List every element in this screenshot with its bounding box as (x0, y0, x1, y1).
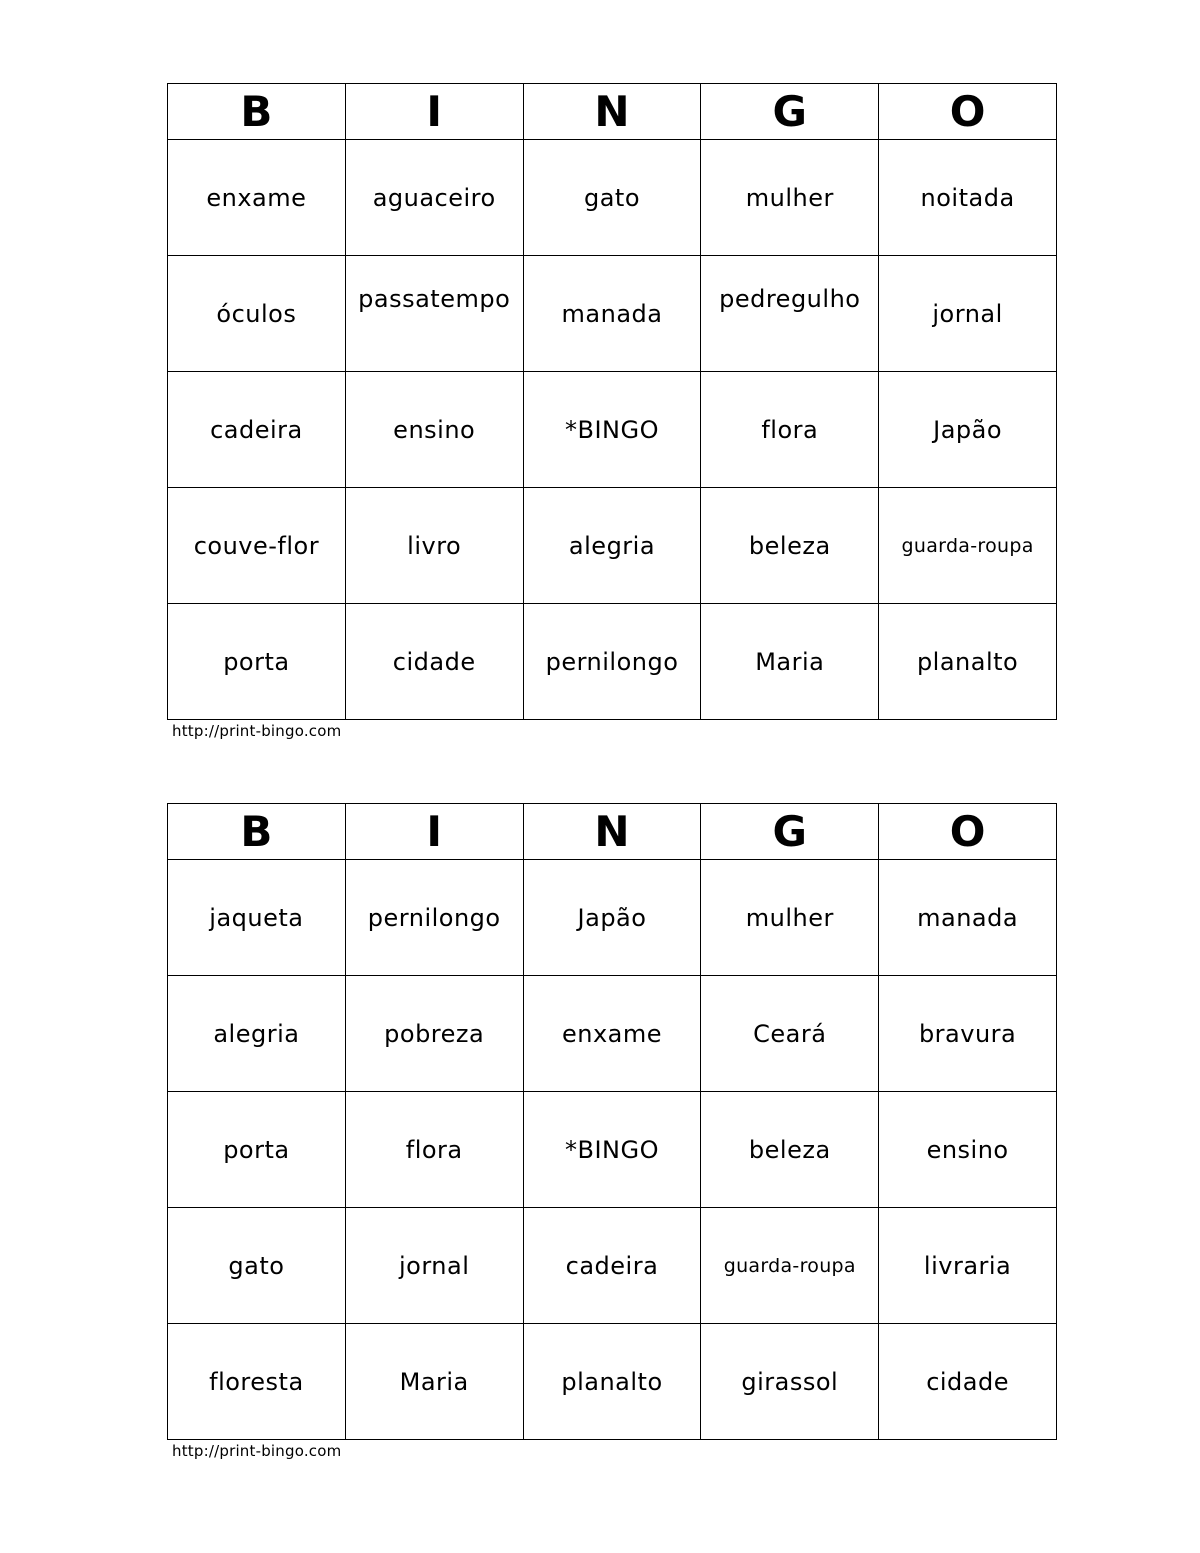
free-space-cell: *BINGO (523, 1092, 701, 1208)
header-letter-o: O (879, 84, 1057, 140)
bingo-cell: manada (523, 256, 701, 372)
header-row (168, 84, 1057, 140)
grid-row (168, 860, 1057, 976)
bingo-cell: beleza (701, 488, 879, 604)
bingo-card-2 (167, 803, 1057, 1460)
grid-row (168, 372, 1057, 488)
bingo-cell: beleza (701, 1092, 879, 1208)
bingo-cell: cadeira (168, 372, 346, 488)
header-letter-b: B (168, 84, 346, 140)
bingo-cell: couve-flor (168, 488, 346, 604)
bingo-grid (167, 83, 1057, 720)
bingo-cell: alegria (168, 976, 346, 1092)
bingo-cell: planalto (523, 1324, 701, 1440)
grid-row (168, 604, 1057, 720)
bingo-cell: jornal (879, 256, 1057, 372)
bingo-cell: flora (345, 1092, 523, 1208)
header-letter-g: G (701, 84, 879, 140)
grid-row (168, 1324, 1057, 1440)
bingo-cell (345, 256, 523, 372)
bingo-cell: Maria (701, 604, 879, 720)
grid-row (168, 256, 1057, 372)
bingo-cell: enxame (168, 140, 346, 256)
footer-url: http://print-bingo.com (172, 1442, 342, 1460)
bingo-cell-text: passatempo (358, 284, 511, 313)
bingo-cell: aguaceiro (345, 140, 523, 256)
bingo-cell: pernilongo (523, 604, 701, 720)
bingo-card-1 (167, 83, 1057, 740)
free-space-cell: *BINGO (523, 372, 701, 488)
bingo-cell: flora (701, 372, 879, 488)
bingo-cell: porta (168, 1092, 346, 1208)
bingo-cell: Japão (879, 372, 1057, 488)
bingo-cell: jaqueta (168, 860, 346, 976)
bingo-cell: ensino (345, 372, 523, 488)
bingo-cell: guarda-roupa (701, 1208, 879, 1324)
bingo-cell: Japão (523, 860, 701, 976)
bingo-cell: girassol (701, 1324, 879, 1440)
grid-row (168, 1092, 1057, 1208)
bingo-cell: Maria (345, 1324, 523, 1440)
header-letter-i: I (345, 84, 523, 140)
bingo-cell: Ceará (701, 976, 879, 1092)
bingo-cell: cidade (879, 1324, 1057, 1440)
bingo-cell: bravura (879, 976, 1057, 1092)
bingo-cell: guarda-roupa (879, 488, 1057, 604)
bingo-cell: ensino (879, 1092, 1057, 1208)
bingo-cell: cadeira (523, 1208, 701, 1324)
grid-row (168, 976, 1057, 1092)
header-letter-n: N (523, 804, 701, 860)
bingo-cell: livro (345, 488, 523, 604)
bingo-cell: pernilongo (345, 860, 523, 976)
header-letter-o: O (879, 804, 1057, 860)
header-letter-n: N (523, 84, 701, 140)
bingo-cell: noitada (879, 140, 1057, 256)
bingo-cell: cidade (345, 604, 523, 720)
bingo-cell: alegria (523, 488, 701, 604)
bingo-cell (701, 256, 879, 372)
bingo-cell: manada (879, 860, 1057, 976)
bingo-cell: jornal (345, 1208, 523, 1324)
grid-row (168, 488, 1057, 604)
bingo-cell-text: pedregulho (719, 284, 861, 313)
bingo-cell: enxame (523, 976, 701, 1092)
header-letter-b: B (168, 804, 346, 860)
bingo-cell: gato (523, 140, 701, 256)
bingo-cell: pobreza (345, 976, 523, 1092)
bingo-cell: livraria (879, 1208, 1057, 1324)
bingo-cell: óculos (168, 256, 346, 372)
header-letter-g: G (701, 804, 879, 860)
grid-row (168, 140, 1057, 256)
bingo-cell: gato (168, 1208, 346, 1324)
bingo-cell: mulher (701, 860, 879, 976)
header-letter-i: I (345, 804, 523, 860)
bingo-cell: porta (168, 604, 346, 720)
bingo-grid (167, 803, 1057, 1440)
header-row (168, 804, 1057, 860)
grid-row (168, 1208, 1057, 1324)
bingo-cell: mulher (701, 140, 879, 256)
footer-url: http://print-bingo.com (172, 722, 342, 740)
bingo-cell: planalto (879, 604, 1057, 720)
bingo-cell: floresta (168, 1324, 346, 1440)
